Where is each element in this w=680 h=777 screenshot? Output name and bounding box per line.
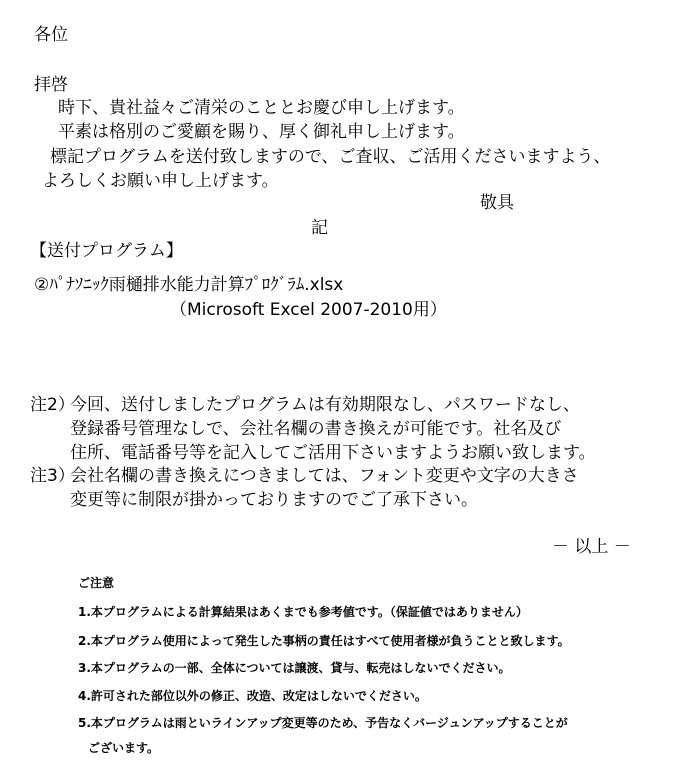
note-line: 変更等に制限が掛かっておりますのでご了承下さい。 — [70, 490, 478, 510]
caution-item: 2.本プログラム使用によって発生した事柄の責任はすべて使用者様が負うことと致します。 — [78, 634, 570, 648]
caution-item: 3.本プログラムの一部、全体については譲渡、貸与、転売はしないでください。 — [78, 661, 511, 675]
note-line: 登録番号管理なしで、会社名欄の書き換えが可能です。社名及び — [70, 419, 562, 439]
greeting-line: 時下、貴社益々ご清栄のこととお慶び申し上げます。 — [58, 98, 465, 118]
caution-item: 1.本プログラムによる計算結果はあくまでも参考値です。（保証値ではありません） — [78, 605, 528, 619]
addressee: 各位 — [34, 25, 68, 45]
caution-item: 5.本プログラムは雨といラインアップ変更等のため、予告なくバージュンアップすることが — [78, 716, 568, 730]
greeting-line: 標記プログラムを送付致しますので、ご査収、ご活用くださいますよう、 — [50, 147, 611, 167]
caution-continuation: ございます。 — [88, 741, 160, 755]
greeting-opening: 拝啓 — [34, 75, 68, 95]
note-line: 今回、送付しましたプログラムは有効期限なし、パスワードなし、 — [70, 395, 580, 415]
greeting-closing: 敬具 — [480, 193, 514, 213]
note-line: 住所、電話番号等を記入してご活用下さいますようお願い致します。 — [70, 443, 596, 463]
program-compatibility: （Microsoft Excel 2007-2010用） — [170, 300, 447, 320]
program-file-name: ②ﾊﾟﾅｿﾆｯｸ雨樋排水能力計算ﾌﾟﾛｸﾞﾗﾑ.xlsx — [34, 275, 344, 295]
greeting-line: よろしくお願い申し上げます。 — [42, 171, 279, 191]
program-heading: 【送付プログラム】 — [30, 241, 183, 261]
ki-mark: 記 — [311, 218, 328, 238]
greeting-line: 平素は格別のご愛顧を賜り、厚く御礼申し上げます。 — [58, 122, 465, 142]
caution-item: 4.許可された部位以外の修正、改造、改定はしないでください。 — [78, 689, 427, 703]
note-label: 注3） — [30, 466, 75, 486]
note-line: 会社名欄の書き換えにつきましては、フォント変更や文字の大きさ — [70, 466, 579, 486]
end-mark: － 以上 － — [552, 537, 631, 557]
note-label: 注2） — [30, 395, 75, 415]
caution-title: ご注意 — [78, 576, 115, 590]
